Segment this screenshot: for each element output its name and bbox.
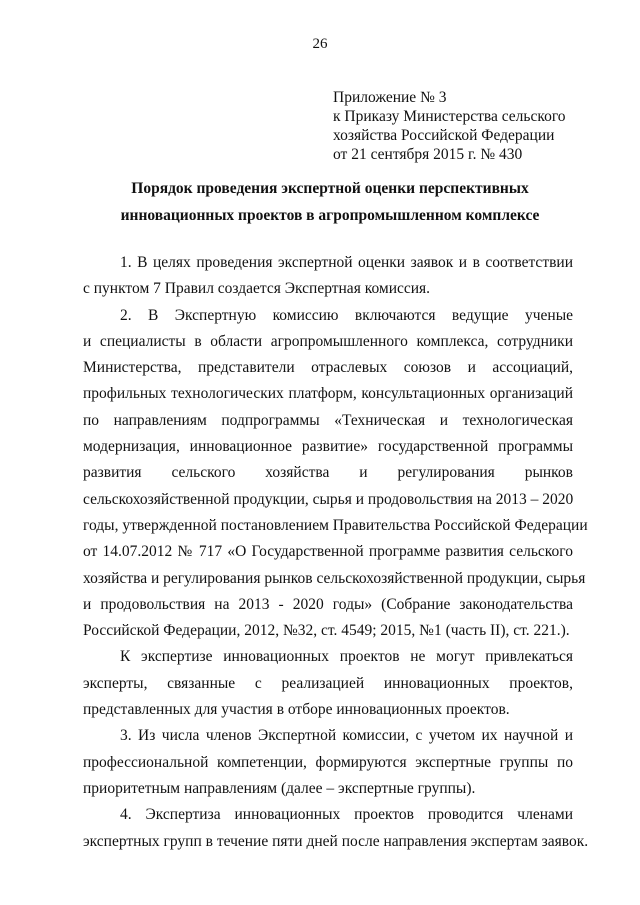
- appendix-line: хозяйства Российской Федерации: [333, 127, 555, 144]
- text-line: 3. Из числа членов Экспертной комиссии, с учетом их научной и: [120, 727, 573, 745]
- text-line: с пунктом 7 Правил создается Экспертная комиссия.: [83, 280, 431, 298]
- paragraph: [83, 802, 589, 855]
- appendix-line: Приложение № 3: [333, 89, 447, 106]
- text-line: приоритетным направлениям (далее – экспертные группы).: [83, 779, 476, 797]
- text-line: сельскохозяйственной продукции, сырья и продовольствия на 2013 – 2020: [83, 490, 574, 508]
- text-line: Российской Федерации, 2012, №32, ст. 4549; 2015, №1 (часть II), ст. 221.).: [83, 622, 570, 640]
- appendix-line: к Приказу Министерства сельского: [333, 108, 566, 125]
- text-line: и продовольствия на 2013 - 2020 годы» (Собрание законодательства: [83, 595, 573, 613]
- text-line: 4. Экспертиза инновационных проектов проводится членами: [120, 806, 573, 824]
- paragraph: [83, 303, 588, 645]
- paragraph: [83, 250, 573, 303]
- text-line: от 14.07.2012 № 717 «О Государственной программе развития сельского: [83, 543, 573, 561]
- text-line: экспертных групп в течение пяти дней после направления экспертам заявок.: [83, 832, 589, 850]
- text-line: представленных для участия в отборе инновационных проектов.: [83, 701, 510, 719]
- text-line: хозяйства и регулирования рынков сельскохозяйственной продукции, сырья: [83, 569, 586, 587]
- text-line: 1. В целях проведения экспертной оценки заявок и в соответствии: [120, 254, 573, 271]
- paragraph: [83, 644, 573, 723]
- text-line: развития сельского хозяйства и регулирования рынков: [83, 464, 573, 482]
- text-line: и специалисты в области агропромышленного комплекса, сотрудники: [83, 332, 573, 350]
- text-line: Министерства, представители отраслевых союзов и ассоциаций,: [83, 359, 573, 377]
- appendix-line: от 21 сентября 2015 г. № 430: [333, 146, 523, 163]
- text-line: профессиональной компетенции, формируются экспертные группы по: [83, 753, 573, 771]
- title-line: Порядок проведения экспертной оценки перспективных: [131, 180, 529, 197]
- appendix-header: [333, 88, 623, 164]
- paragraph: [83, 723, 573, 802]
- document-title: [60, 175, 600, 229]
- text-line: эксперты, связанные с реализацией инновационных проектов,: [83, 674, 573, 692]
- document-body: [83, 250, 589, 855]
- title-line: инновационных проектов в агропромышленном комплексе: [120, 207, 540, 224]
- page-number: 26: [312, 36, 328, 52]
- text-line: годы, утвержденной постановлением Правительства Российской Федерации: [83, 516, 588, 534]
- text-line: модернизация, инновационное развитие» государственной программы: [83, 438, 573, 456]
- text-line: профильных технологических платформ, консультационных организаций: [83, 385, 573, 403]
- text-line: по направлениям подпрограммы «Техническая и технологическая: [83, 411, 573, 429]
- text-line: К экспертизе инновационных проектов не могут привлекаться: [120, 648, 573, 666]
- text-line: 2. В Экспертную комиссию включаются ведущие ученые: [120, 306, 573, 324]
